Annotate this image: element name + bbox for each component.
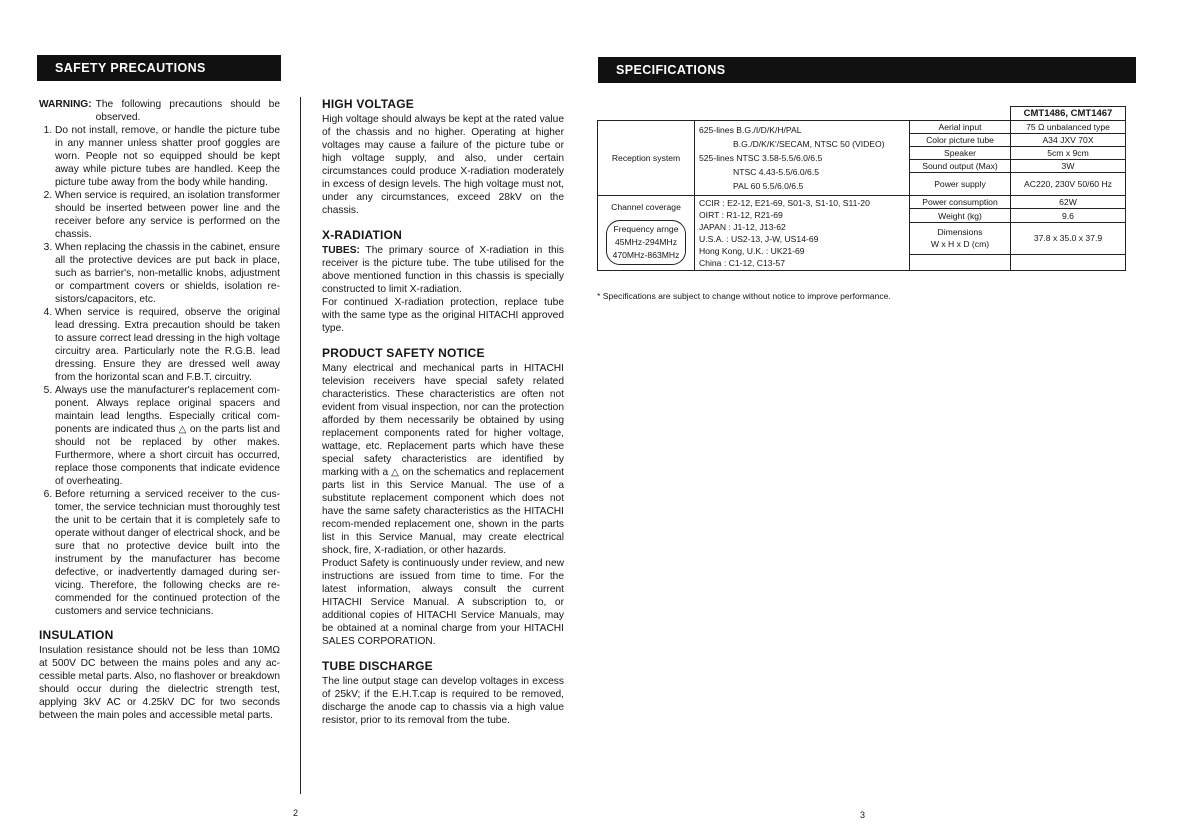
empty-cell [1011,255,1126,271]
channel-line: Hong Kong, U.K. : UK21-69 [699,246,805,256]
reception-line: NTSC 4.43-5.5/6.0/6.5 [733,167,819,177]
precaution-item: 3. When replacing the chassis in the cabinet, ensure all the protective devices are put back in place, such as barrier's, non-metallic knobs, adjustment or compartment covers or shields, isolation re-sistors/capacitors, etc. [55,241,280,306]
product-safety-heading: PRODUCT SAFETY NOTICE [322,346,485,360]
dimensions-sub-label: W x H x D (cm) [930,239,990,250]
safety-notes-column [322,98,564,727]
page-number-right: 3 [860,810,866,820]
x-radiation-text-2: For continued X-radiation protection, replace tube with the same type as the original HITACHI approved type. [322,297,564,334]
page-number-left: 2 [293,808,299,818]
column-divider [300,97,301,794]
frequency-range-uhf: 470MHz-863MHz [612,249,680,260]
spec-label: Color picture tube [910,134,1011,147]
warning-label: WARNING: [39,99,92,110]
channel-coverage-values [695,196,910,271]
insulation-text: Insulation resistance should not be less than 10MΩ at 500V DC between the mains poles and any ac-cessible metal parts. Also, no flashover or breakdown should occur during the dielectric strength test, applying 3kV AC or 4.25kV DC for two seconds between the main poles and accessible metal parts. [39,645,280,721]
channel-coverage-cell [598,196,695,271]
product-safety-text-1: Many electrical and mechanical parts in HITACHI television receivers have special safety related characteristics. These characteristics are often not evident from visual inspection, nor can the protection afforded by them necessarily be obtained by using replacement components rated for higher voltage, wattage, etc. Replacement parts which have these special safety characteristics are identified by marking with a △ on the schematics and replacement parts list in this Service Manual. The use of a substitute replacement component which does not have the same safety characteristics as the HITACHI recom-mended replacement one, shown in the parts list in this Service Manual, may create electrical shock, fire, X-radiation, or other hazards. [322,363,564,556]
channel-line: CCIR : E2-12, E21-69, S01-3, S1-10, S11-20 [699,198,870,208]
high-voltage-text: High voltage should always be kept at the rated value of the chassis and no higher. Operating at higher voltages may cause a failure of the picture tube or high voltage supply, and also, under certain circumstances could produce X-radiation moderately in excess of design levels. The high voltage must not, under any circumstances, exceed 28kV on the chassis. [322,114,564,216]
frequency-range-label: Frequency arnge [613,223,679,234]
model-header: CMT1486, CMT1467 [1011,107,1126,121]
x-radiation-text [322,244,564,296]
spec-label: Weight (kg) [910,209,1011,222]
high-voltage-heading: HIGH VOLTAGE [322,97,414,111]
specifications-table [597,106,1126,271]
channel-line: China : C1-12, C13-57 [699,258,785,268]
spec-value: 3W [1011,160,1126,173]
precaution-item: 2. When service is required, an isolation transformer should be inserted between power line and the receiver before any service is performed on the chassis. [55,189,280,241]
product-safety-text-2: Product Safety is continuously under review, and new instructions are issued from time to time. For the latest information, always consult the current HITACHI Service Manual. A subscription to, or additional copies of HITACHI Service Manuals, may be obtained at a nominal charge from your HITACHI SALES CORPORATION. [322,558,564,647]
spec-label: Power supply [910,173,1011,196]
spec-value: 37.8 x 35.0 x 37.9 [1011,222,1126,254]
reception-system-label: Reception system [598,121,695,196]
reception-line: 625-lines B.G./I/D/K/H/PAL [699,125,802,135]
reception-line: PAL 60 5.5/6.0/6.5 [733,181,804,191]
precautions-list [39,124,280,618]
spec-label: Power consumption [910,196,1011,209]
frequency-range-box [606,220,687,265]
spec-value: AC220, 230V 50/60 Hz [1011,173,1126,196]
tube-discharge-text: The line output stage can develop voltages in excess of 25kV; if the E.H.T.cap is required to be removed, discharge the anode cap to chassis via a high value resistor, prior to its removal from the tube. [322,676,564,726]
precaution-item: 6. Before returning a serviced receiver to the cus-tomer, the service technician must thoroughly test the unit to be certain that it is completely safe to operate without danger of electrical shock, and be sure that no protective device built into the instrument by the manufacturer has become defective, or inadvertently damaged during ser-vicing. Therefore, the following checks are re-commended for the continued protection of the customers and service technicians. [55,488,280,618]
frequency-range-vhf: 45MHz-294MHz [614,236,678,247]
spec-value: 5cm x 9cm [1011,147,1126,160]
spec-value: 62W [1011,196,1126,209]
specifications-banner: SPECIFICATIONS [598,57,1136,83]
precaution-item: 5. Always use the manufacturer's replacement com-ponent. Always replace original spacers and maintain lead lengths. Especially critical com-ponents are indicated thus △ on the parts list and should not be replaced by other makes. Furthermore, where a short circuit has occurred, replace those components that indicate evidence of overheating. [55,384,280,488]
specifications-note: * Specifications are subject to change without notice to improve performance. [597,291,891,301]
safety-column [39,98,280,722]
insulation-heading: INSULATION [39,628,114,642]
tube-discharge-heading: TUBE DISCHARGE [322,659,433,673]
channel-coverage-label: Channel coverage [611,201,681,212]
channel-line: JAPAN : J1-12, J13-62 [699,222,786,232]
warning-text: The following precautions should be observed. [95,99,280,123]
channel-line: U.S.A. : US2-13, J-W, US14-69 [699,234,819,244]
spec-value: 9.6 [1011,209,1126,222]
empty-cell [910,255,1011,271]
reception-system-values [695,121,910,196]
x-radiation-heading: X-RADIATION [322,228,402,242]
spec-value: 75 Ω unbalanced type [1011,121,1126,134]
safety-precautions-banner: SAFETY PRECAUTIONS [37,55,281,81]
precaution-item: 1. Do not install, remove, or handle the picture tube in any manner unless shatter proof goggles are worn. People not so equipped should be kept away while picture tubes are handled. Keep the picture tube away from the body while handing. [55,124,280,189]
spec-label: Aerial input [910,121,1011,134]
channel-line: OIRT : R1-12, R21-69 [699,210,783,220]
spec-value: A34 JXV 70X [1011,134,1126,147]
reception-line: B.G./D/K/K'/SECAM, NTSC 50 (VIDEO) [733,139,885,149]
x-radiation-body: The primary source of X-radiation in this receiver is the picture tube. The tube utilised for the above mentioned function in this chassis is specially constructed to limit X-radiation. [322,245,564,295]
spec-label: Speaker [910,147,1011,160]
precaution-item: 4. When service is required, observe the original lead dressing. Extra precaution should be taken to assure correct lead dressing in the high voltage circuitry area. Particularly note the R.G.B. lead dressing. Ensure they are dressed well away from the horizontal scan and F.B.T. circuitry. [55,306,280,384]
warning-block [39,98,280,124]
spec-label: Sound output (Max) [910,160,1011,173]
tubes-label: TUBES: [322,245,360,256]
spec-label: Dimensions [937,227,983,238]
reception-line: 525-lines NTSC 3.58-5.5/6.0/6.5 [699,153,823,163]
dimensions-label-cell [910,222,1011,254]
